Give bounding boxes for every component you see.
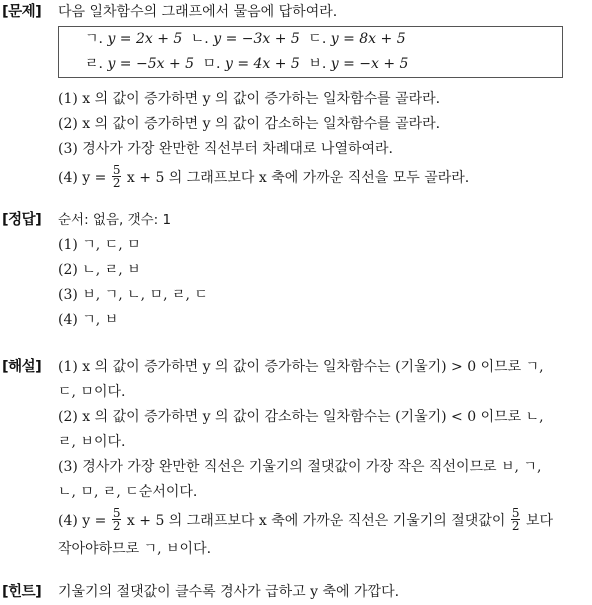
option-label: ㅁ.	[202, 56, 221, 72]
explanation-line: (2) x 의 값이 증가하면 y 의 값이 감소하는 일차함수는 (기울기) < 0 이므로 ㄴ,	[58, 409, 544, 425]
question-4: (4) y = $\frac{5}{2}$ x + 5 의 그래프보다 x 축에 가까운 직선을 모두 골라라.	[58, 162, 470, 190]
option-expr: y = −3x + 5	[213, 31, 300, 47]
question-1: (1) x 의 값이 증가하면 y 의 값이 증가하는 일차함수를 골라라.	[58, 91, 441, 107]
answer-meta: 순서: 없음, 갯수: 1	[58, 212, 172, 228]
explanation-line: (3) 경사가 가장 완만한 직선은 기울기의 절댓값이 가장 작은 직선이므로 ㅂ, ㄱ,	[58, 459, 542, 475]
options-box	[58, 26, 563, 78]
option-expr: y = 2x + 5	[107, 31, 183, 47]
hint-text: 기울기의 절댓값이 클수록 경사가 급하고 y 축에 가깝다.	[58, 584, 400, 600]
explanation-line: 작아야하므로 ㄱ, ㅂ이다.	[58, 541, 212, 557]
answer-item: (1) ㄱ, ㄷ, ㅁ	[58, 237, 141, 253]
fraction: $\frac{5}{2}$	[112, 162, 121, 190]
problem-tag: [문제]	[2, 4, 42, 20]
hint-tag: [힌트]	[2, 584, 42, 600]
explanation-line: (1) x 의 값이 증가하면 y 의 값이 증가하는 일차함수는 (기울기) > 0 이므로 ㄱ,	[58, 359, 544, 375]
option-expr: y = −x + 5	[330, 56, 409, 72]
answer-item: (4) ㄱ, ㅂ	[58, 312, 119, 328]
problem-instruction: 다음 일차함수의 그래프에서 물음에 답하여라.	[58, 4, 338, 20]
explanation-line: ㄹ, ㅂ이다.	[58, 434, 126, 450]
answer-item: (3) ㅂ, ㄱ, ㄴ, ㅁ, ㄹ, ㄷ	[58, 287, 208, 303]
option-label: ㄷ.	[308, 31, 327, 47]
option-expr: y = −5x + 5	[107, 56, 195, 72]
explanation-line: ㄷ, ㅁ이다.	[58, 384, 126, 400]
option-expr: y = 4x + 5	[224, 56, 300, 72]
option-label: ㄱ.	[85, 31, 103, 47]
fraction: $\frac{5}{2}$	[511, 505, 520, 533]
answer-tag: [정답]	[2, 212, 42, 228]
options-row-2	[85, 52, 412, 77]
option-label: ㅂ.	[308, 56, 327, 72]
answer-item: (2) ㄴ, ㄹ, ㅂ	[58, 262, 141, 278]
question-3: (3) 경사가 가장 완만한 직선부터 차례대로 나열하여라.	[58, 141, 393, 157]
question-2: (2) x 의 값이 증가하면 y 의 값이 감소하는 일차함수를 골라라.	[58, 116, 441, 132]
explanation-line: ㄴ, ㅁ, ㄹ, ㄷ순서이다.	[58, 484, 198, 500]
option-label: ㄴ.	[190, 31, 209, 47]
option-label: ㄹ.	[85, 56, 103, 72]
options-row-1	[85, 27, 410, 52]
option-expr: y = 8x + 5	[330, 31, 406, 47]
fraction: $\frac{5}{2}$	[112, 505, 121, 533]
explanation-tag: [해설]	[2, 359, 42, 375]
explanation-line: (4) y = $\frac{5}{2}$ x + 5 의 그래프보다 x 축에 가까운 직선은 기울기의 절댓값이 $\frac{5}{2}$ 보다	[58, 505, 553, 533]
